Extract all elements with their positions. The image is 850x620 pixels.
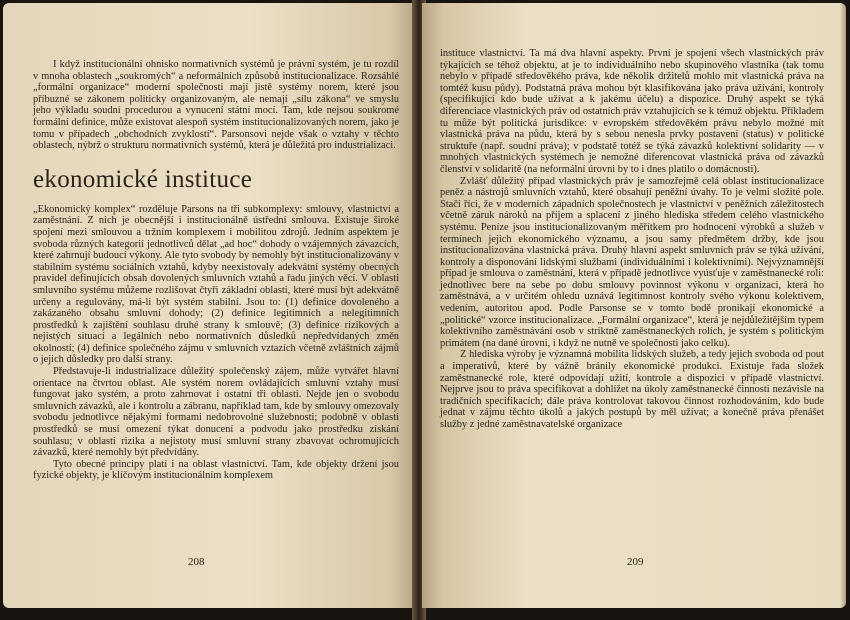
left-page xyxy=(3,3,415,608)
right-paragraph-3: Z hlediska výroby je významná mobilita lidských služeb, a tedy jejich svoboda od pout a imperativů, které by vážně bránily ekonomické produkci. Existuje řada složek zaměstnanecké role, které odpovídají užití, kontrole a dispozici v případě vlastnictví. Nejprve jsou to práva specifikovat a dohlížet na úkoly zaměstnanecké činnosti nezávisle na tradičních specifikacích; dále práva kontrolovat takovou činnost rozhodováním, kdo bude jednat v zájmu těchto úkolů a jakých postupů by měl užívat; a konečně práva přenášet služby z jedné zaměstnavatelské organizace xyxy=(440,349,824,430)
left-paragraph-4: Tyto obecné principy platí i na oblast vlastnictví. Tam, kde objekty držení jsou fyzické objekty, je klíčovým institucionálním komplexem xyxy=(33,458,399,482)
page-edge-shadow xyxy=(840,3,846,608)
right-paragraph-2: Zvlášť důležitý případ vlastnických práv je samozřejmě celá oblast institucionalizace peněz a nástrojů smluvních vztahů, které obsahují peněžní úvahy. To je velmi složité pole. Stačí říci, že v moderních západních společnostech je vlastnictví v peněžních záležitostech včetně záruk nároků na příjem a splacení z jiného hlediska středem celého vlastnického systému. Peníze jsou institucionalizovaným měřítkem pro hodnocení výrobků a služeb v termínech jejich ekonomického významu, a jsou samy předmětem držby, kde jsou institucionalizována vlastnická práva. Druhý hlavní aspekt smluvních práv se týká užívání, kontroly a disponování lidskými službami (individuálními i kolektivními). Nejvýznamnější případ je smlouva o zaměstnání, která v případě jednotlivce vyúsťuje v zaměstnanecké roli: jednotlivec bere na sebe po dobu smlouvy povinnost výkonu v organizaci, která ho zaměstnává, a v určitém ohledu uznává legitimnost kontroly svého výkonu kolektivem, vedením, autoritou apod. Podle Parsonse se v tomto bodě pronikají ekonomické a „politické“ vzorce institucionalizace. „Formální organizace“, která je nejdůležitějším typem kolektivního zaměstnávání osob v striktně zaměstnaneckých rolích, je systém s politickým primátem (na dané úrovni, i když ne nutně ve společnosti jako celku). xyxy=(440,175,824,349)
page-number-left: 208 xyxy=(188,556,205,568)
right-paragraph-1: instituce vlastnictví. Ta má dva hlavní aspekty. První je spojení všech vlastnických práv týkajících se téhož objektu, at je to individuálního nebo skupinového vlastníka (tak tomu nebylo v případě středověkého práva, kde několik držitelů mohlo mít vlastnická práva na tomtéž kusu půdy). Podstatná práva mohou být klasifikována jako práva užívání, kontroly (specifikující kdo bude užívat a k jakému účelu) a dispozice. Druhý aspekt se týká diferenciace vlastnických práv od ostatních práv vztahujících se k témuž objektu. Příkladem tu může být politická jurisdikce: v evropském středověkém právu nebylo možné mít vlastnická práva na půdu, která by s sebou nenesla prvky postavení (status) v politické struktuře (např. soudní práva); v podstatě totéž se týká závazků kolektivní solidarity — v mnohých vlastnických systémech je nemožné diferencovat vlastnická práva od závazků členství v solidaritě (na neformální úrovni by to i dnes platilo o domácnosti). xyxy=(440,48,824,175)
left-paragraph-3: Představuje-li industrializace důležitý společenský zájem, může vytvářet hlavní orientace na čtvrtou oblast. Ale systém norem ovládajících smluvní vztahy musí fungovat jako systém, a proto zahrnovat i ostatní tři oblasti. Nejde jen o svobodu smluvních závazků, ale i kontrolu a zábranu, například tam, kde by smlouvy omezovaly svobodu jednotlivce nějakými formami nedobrovolné služebnosti; podobně v oblasti prostředků se musí omezení týkat donucení a podvodu jako prostředku získání souhlasu; v oblasti rizika a nejistoty musí smluvní strany zbavovat ochromujících závazků, které nemohly být předvídány. xyxy=(33,366,399,459)
right-page xyxy=(422,3,846,608)
page-number-right: 209 xyxy=(627,556,644,568)
section-heading: ekonomické instituce xyxy=(33,165,253,193)
left-paragraph-1: I když institucionální ohnisko normativních systémů je právní systém, je tu rozdíl v mnoha oblastech „soukromých“ a neformálních způsobů institucionalizace. Rozsáhlé „formální organizace“ moderní společnosti mají jistě systémy norem, které jsou příbuzné se zákonem politicky organizovaným, ale nemají „sílu zákona“ ve smyslu jeho výkladu soudní procedurou a vynucení státní mocí. Tam, kde nejsou soukromé formální definice, může existovat alespoň systém institucionalizovaných norem, jako je tomu v případech „obchodních zvyklostí“. Parsonsovi nejde však o vztahy v těchto oblastech, nýbrž o strukturu normativních systémů, která je důležitá pro industrializaci. xyxy=(33,59,399,152)
left-paragraph-2: „Ekonomický komplex“ rozděluje Parsons na tři subkomplexy: smlouvy, vlastnictví a zaměstnání. Z nich je obecnější i institucionálně ústřední smlouva. Existuje široké spojení mezi smlouvou a tržním komplexem i mobilitou zdrojů. Jedním aspektem je svoboda různých kategorií jednotlivců dělat „ad hoc“ dohody o vzájemných závazcích, které zahrnují budoucí výkony. Ale tyto svobody by nemohly být institucionalizovány v stabilním systému sociálních vztahů, kdyby neexistovaly adekvátní systémy obecných pravidel definujících obsah dovolených smluvních vztahů a řadu jiných věcí. V oblasti smluvního systému můžeme rozlišovat čtyři základní oblasti, které musí být adekvátně určeny a regulovány, má-li být systém stabilní. Jsou to: (1) definice dovoleného a zakázaného obsahu smluvní dohody; (2) definice legitimních a nelegitimních prostředků k zajištění souhlasu druhé strany k smlouvě; (3) definice rizikových a nejistých situací a legálních nebo normativních důsledků nepředvídaných změn okolností; (4) definice společného zájmu v smluvních vztazích včetně zvláštních zájmů o jejich důsledky pro další strany. xyxy=(33,203,399,366)
